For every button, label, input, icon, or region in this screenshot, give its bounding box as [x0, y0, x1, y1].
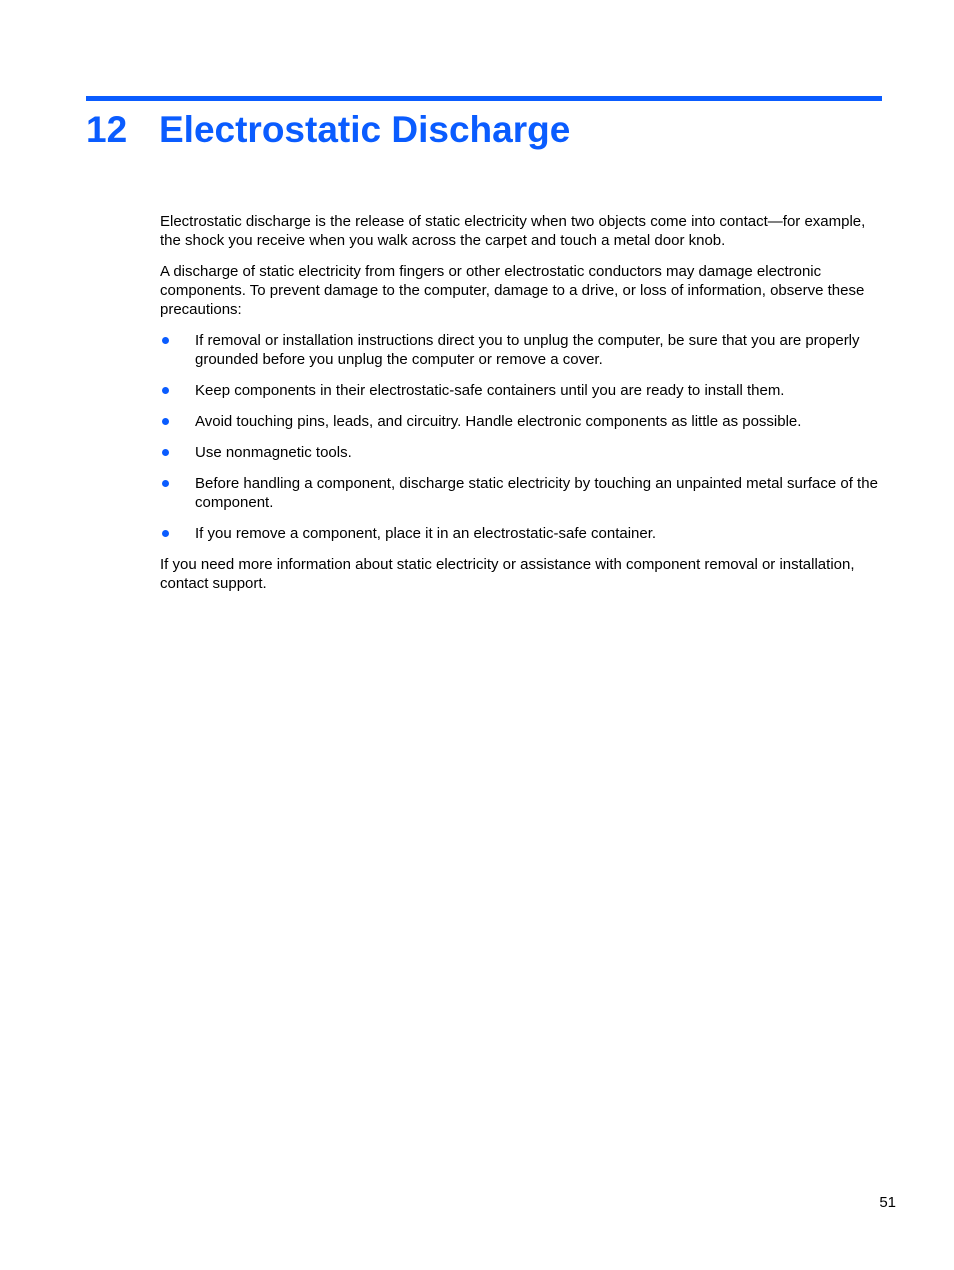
chapter-number: 12 — [86, 109, 128, 150]
list-item — [160, 331, 884, 369]
page-number: 51 — [879, 1194, 896, 1211]
list-item-text: Avoid touching pins, leads, and circuitry. Handle electronic components as little as possible. — [195, 413, 802, 430]
bullet-icon — [162, 530, 169, 537]
bullet-icon — [162, 387, 169, 394]
closing-paragraph: If you need more information about static electricity or assistance with component removal or installation, contact support. — [160, 556, 855, 592]
list-item — [160, 412, 884, 431]
list-item-text: If you remove a component, place it in an electrostatic-safe container. — [195, 525, 657, 542]
bullet-icon — [162, 480, 169, 487]
chapter-title: Electrostatic Discharge — [159, 109, 571, 150]
precautions-intro-paragraph: A discharge of static electricity from fingers or other electrostatic conductors may damage electronic components. To prevent damage to the computer, damage to a drive, or loss of information, observe these precautions: — [160, 263, 865, 318]
precautions-list — [160, 331, 884, 543]
list-item — [160, 474, 884, 512]
list-item — [160, 524, 884, 543]
bullet-icon — [162, 337, 169, 344]
intro-paragraph: Electrostatic discharge is the release of static electricity when two objects come into contact—for example, the shock you receive when you walk across the carpet and touch a metal door knob. — [160, 213, 866, 249]
list-item — [160, 381, 884, 400]
chapter-rule — [86, 96, 882, 101]
bullet-icon — [162, 449, 169, 456]
list-item-text: If removal or installation instructions direct you to unplug the computer, be sure that you are properly grounded before you unplug the computer or remove a cover. — [195, 332, 860, 368]
list-item-text: Keep components in their electrostatic-safe containers until you are ready to install them. — [195, 382, 785, 399]
list-item-text: Use nonmagnetic tools. — [195, 444, 352, 461]
list-item — [160, 443, 884, 462]
page-content — [160, 212, 884, 605]
list-item-text: Before handling a component, discharge static electricity by touching an unpainted metal surface of the component. — [195, 475, 878, 511]
chapter-heading — [86, 106, 570, 154]
bullet-icon — [162, 418, 169, 425]
